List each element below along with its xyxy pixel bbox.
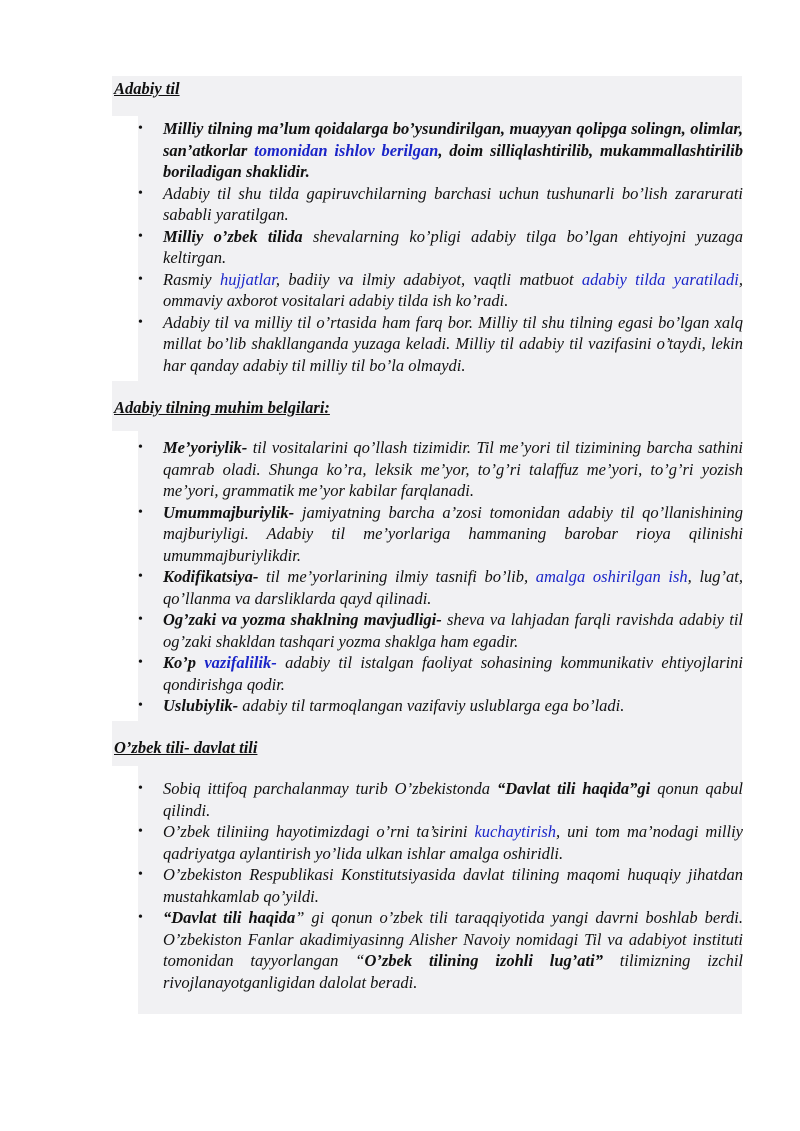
- link-text[interactable]: kuchaytirish: [474, 822, 557, 841]
- text-run: Me’yoriylik-: [163, 438, 253, 457]
- text-run: Sobiq ittifoq parchalanmay turib O’zbekistonda: [163, 779, 497, 798]
- text-run: til me’yorlarining ilmiy tasnifi bo’lib,: [266, 567, 536, 586]
- adabiy-til-list: [163, 118, 743, 376]
- text-run: til vositalarini qo’llash tizimidir. Til me’yori til tizimining barcha sathini qamrab oladi. Shunga ko’ra, leksik me’yor, to’g’ri talaffuz me’yori, to’g’ri yozish me’yori, grammatik me’yor kabilar farqlanadi.: [163, 438, 743, 500]
- text-run: sheva va lahjadan farqli ravishda adabiy til og’zaki shakldan tashqari yozma shaklga ham egadir.: [163, 610, 743, 651]
- link-text[interactable]: adabiy tilda yaratiladi: [581, 269, 739, 289]
- text-run: , uni tom ma’nodagi milliy qadriyatga aylantirish yo’lida ulkan ishlar amalga oshiridli.: [163, 822, 743, 863]
- text-run: Ko’p: [163, 653, 205, 672]
- bullet-item: [163, 269, 743, 312]
- bullet-item: [163, 864, 743, 907]
- text-run: ” gi qonun o’zbek tili taraqqiyotida yangi davrni boshlab berdi. O’zbekiston Fanlar akadimiyasinng Alisher Navoiy nomidagi Til va adabiyot instituti tomonidan tayyorlangan “: [163, 908, 743, 970]
- text-run: jamiyatning barcha a’zosi tomonidan adabiy til qo’llanishining majburiyligi. Adabiy til me’yorlariga hammaning barobar rioya qilinishi umummajburiylikdir.: [163, 502, 743, 565]
- text-run: O’zbek tilining izohli lug’ati”: [364, 951, 603, 970]
- bullet-item: [163, 502, 743, 567]
- bullet-item: [163, 566, 743, 609]
- link-text[interactable]: amalga oshirilgan ish: [535, 567, 688, 586]
- section-heading-davlat-tili: O’zbek tili- davlat tili: [114, 738, 258, 757]
- link-text[interactable]: hujjatlar: [219, 269, 276, 289]
- bullet-item: [163, 437, 743, 502]
- text-run: O’zbek tiliniing hayotimizdagi o’rni ta’sirini: [163, 822, 475, 841]
- text-run: Adabiy til va milliy til o’rtasida ham farq bor. Milliy til shu tilning egasi bo’lgan xalq millat bo’lib shakllanganda yuzaga keladi. Milliy til adabiy til vazifasini o’taydi, lekin har qanday adabiy til milliy til bo’la olmaydi.: [163, 312, 743, 375]
- bullet-item: [163, 907, 743, 993]
- text-run: Og’zaki va yozma shaklning mavjudligi-: [163, 610, 448, 629]
- bullet-item: [163, 118, 743, 183]
- background-band: [112, 76, 742, 116]
- text-run: “Davlat tili haqida: [163, 908, 296, 927]
- bullet-item: [163, 821, 743, 864]
- text-run: qonun qabul qilindi.: [163, 779, 744, 820]
- section-heading-muhim-belgilari: Adabiy tilning muhim belgilari:: [114, 398, 330, 417]
- text-run: “Davlat tili haqida”gi: [496, 779, 658, 798]
- text-run: , lug’at, qo’llanma va darsliklarda qayd qilinadi.: [163, 567, 743, 608]
- text-run: Adabiy til shu tilda gapiruvchilarning barchasi uchun tushunarli bo’lish zararurati sababli yaratilgan.: [163, 183, 743, 224]
- text-run: , doim silliqlashtirilib, mukammallashtirilib boriladigan shaklidir.: [163, 140, 743, 181]
- bullet-item: [163, 778, 743, 821]
- text-run: Milliy o’zbek tilida: [163, 226, 313, 246]
- text-run: shevalarning ko’pligi adabiy tilga bo’lgan ehtiyojni yuzaga keltirgan.: [163, 226, 743, 267]
- bullet-item: [163, 652, 743, 695]
- text-run: O’zbekiston Respublikasi Konstitutsiyasida davlat tilining maqomi huquqiy jihatdan mustahkamlab qo’yildi.: [163, 865, 743, 906]
- bullet-item: [163, 312, 743, 377]
- link-text[interactable]: tomonidan ishlov berilgan: [254, 140, 439, 160]
- text-run: Rasmiy: [163, 269, 220, 289]
- text-run: Umummajburiylik-: [163, 502, 302, 522]
- section-heading-adabiy-til: Adabiy til: [114, 79, 180, 98]
- bullet-item: [163, 183, 743, 226]
- bullet-item: [163, 609, 743, 652]
- text-run: adabiy til tarmoqlangan vazifaviy uslublarga ega bo’ladi.: [242, 696, 625, 715]
- text-run: tilimizning izchil rivojlanayotganligidan dalolat beradi.: [163, 951, 743, 992]
- link-text[interactable]: vazifalilik-: [204, 653, 286, 672]
- muhim-belgilari-list: [163, 437, 743, 717]
- text-run: Kodifikatsiya-: [163, 567, 266, 586]
- text-run: Uslubiylik-: [163, 696, 243, 715]
- bullet-item: [163, 695, 743, 717]
- text-run: Milliy tilning ma’lum qoidalarga bo’ysundirilgan, muayyan qolipga solingn, olimlar, san’atkorlar: [163, 119, 743, 160]
- bullet-item: [163, 226, 743, 269]
- text-run: adabiy til istalgan faoliyat sohasining kommunikativ ehtiyojlarini qondirishga qodir.: [163, 653, 744, 694]
- text-run: , badiiy va ilmiy adabiyot, vaqtli matbuot: [275, 269, 582, 289]
- text-run: , ommaviy axborot vositalari adabiy tilda ish ko’radi.: [163, 269, 744, 310]
- davlat-tili-list: [163, 778, 743, 993]
